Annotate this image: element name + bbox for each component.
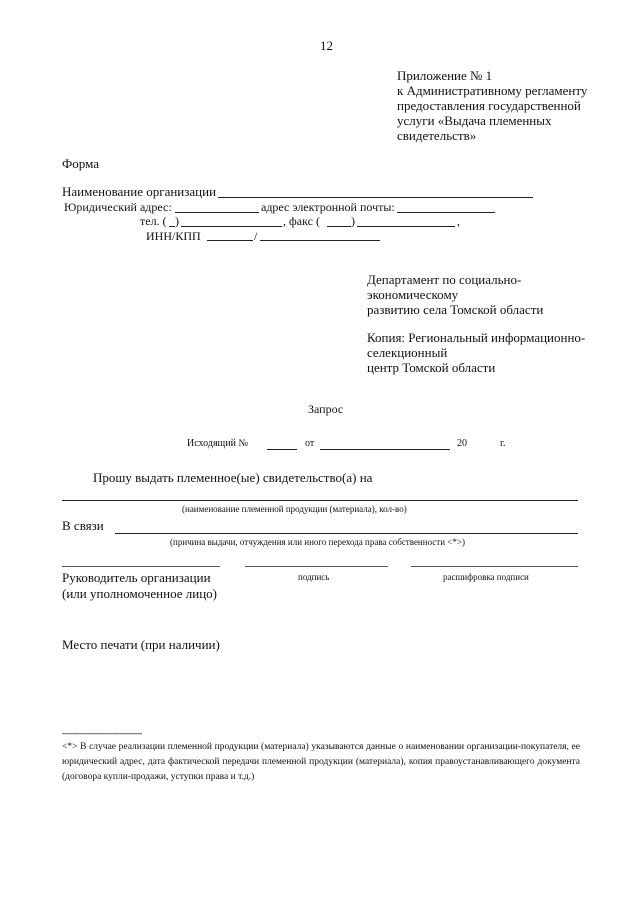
- outgoing-number-label: Исходящий №: [187, 438, 248, 449]
- inn-field[interactable]: [207, 240, 253, 241]
- year-prefix: 20: [457, 438, 467, 449]
- phone-label: тел. (: [140, 214, 167, 228]
- signature-line[interactable]: [245, 566, 388, 567]
- appendix-line: услуги «Выдача племенных: [397, 113, 552, 128]
- request-body: Прошу выдать племенное(ые) свидетельство(а) на: [93, 470, 373, 485]
- addressee-line: развитию села Томской области: [367, 302, 544, 317]
- addressee-line: Департамент по социально-: [367, 272, 522, 287]
- year-suffix: г.: [500, 438, 506, 449]
- appendix-line: к Административному регламенту: [397, 83, 588, 98]
- fax-close: ): [351, 214, 355, 228]
- request-title: Запрос: [308, 402, 344, 416]
- product-field[interactable]: [62, 500, 578, 501]
- date-field[interactable]: [320, 449, 450, 450]
- copy-line: селекционный: [367, 345, 448, 360]
- inn-kpp-label: ИНН/КПП: [146, 229, 201, 243]
- signature-caption: подпись: [298, 572, 330, 582]
- appendix-line: свидетельств»: [397, 128, 477, 143]
- copy-line: центр Томской области: [367, 360, 496, 375]
- addressee-line: экономическому: [367, 287, 459, 302]
- appendix-line: Приложение № 1: [397, 68, 493, 83]
- phone-field[interactable]: [181, 226, 282, 227]
- copy-line: Копия: Региональный информационно-: [367, 330, 586, 345]
- org-name-field[interactable]: [218, 197, 533, 198]
- fax-field[interactable]: [357, 226, 455, 227]
- kpp-field[interactable]: [260, 240, 380, 241]
- legal-address-label: Юридический адрес:: [64, 200, 172, 214]
- footnote-separator: --------------------------------: [62, 728, 142, 738]
- fax-label: , факс (: [283, 214, 320, 228]
- fax-trailing-comma: ,: [457, 214, 460, 228]
- signature-decode-line[interactable]: [411, 566, 578, 567]
- form-label: Форма: [62, 156, 99, 171]
- decode-caption: расшифровка подписи: [443, 572, 529, 582]
- product-caption: (наименование племенной продукции (материала), кол-во): [182, 504, 407, 514]
- outgoing-number-field[interactable]: [267, 449, 297, 450]
- reason-caption: (причина выдачи, отчуждения или иного перехода права собственности <*>): [170, 537, 465, 547]
- head-label-line2: (или уполномоченное лицо): [62, 586, 217, 601]
- legal-address-field[interactable]: [175, 212, 259, 213]
- head-position-line[interactable]: [62, 566, 220, 567]
- appendix-line: предоставления государственной: [397, 98, 581, 113]
- reason-field[interactable]: [115, 533, 578, 534]
- email-label: адрес электронной почты:: [261, 200, 395, 214]
- page-number: 12: [320, 38, 333, 53]
- date-from-label: от: [305, 438, 315, 449]
- seal-label: Место печати (при наличии): [62, 637, 220, 652]
- phone-close: ): [175, 214, 179, 228]
- fax-code-field[interactable]: [327, 226, 351, 227]
- org-name-label: Наименование организации: [62, 184, 217, 199]
- head-label-line1: Руководитель организации: [62, 570, 211, 585]
- email-field[interactable]: [397, 212, 495, 213]
- inn-kpp-slash: /: [254, 229, 258, 243]
- reason-label: В связи: [62, 518, 104, 533]
- footnote-text: <*> В случае реализации племенной продукции (материала) указываются данные о наименовании организации-покупателя, ее юридический адрес, дата фактической передачи племенной продукции (материала), копия правоустанавливающего документа (договора купли-продажи, уступки права и т.д.): [62, 742, 580, 782]
